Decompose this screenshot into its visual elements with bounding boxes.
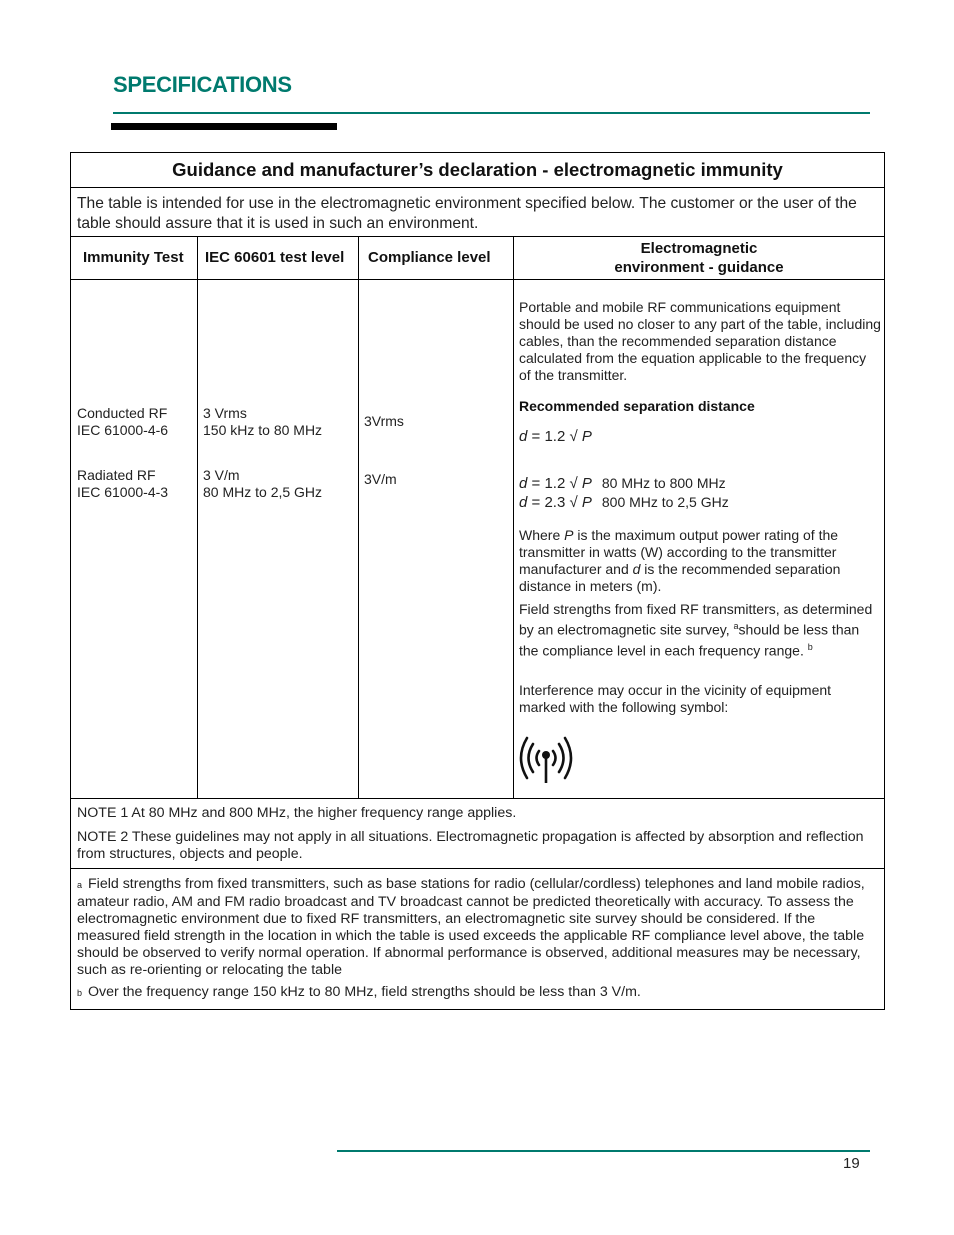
- formula-800mhz-2-5ghz: [519, 494, 729, 511]
- footnote-b-mark: b: [77, 988, 83, 998]
- formula-variable-p: P: [581, 428, 592, 445]
- col-divider-1: [197, 236, 198, 798]
- row-divider-notes: [71, 868, 884, 869]
- footnote-ref-a: a: [733, 621, 739, 631]
- formula-variable-p: P: [581, 494, 592, 511]
- footnote-a: [77, 876, 878, 979]
- test-frequency: 150 kHz to 80 MHz: [203, 421, 323, 438]
- text-span: is the maximum output power rating of the transmitter in watts (W) according to the transmitter manufacturer and: [519, 527, 842, 577]
- row-divider-body: [71, 798, 884, 799]
- col-divider-3: [513, 236, 514, 798]
- footer-teal-rule: [337, 1150, 870, 1152]
- col-header-iec-level: IEC 60601 test level: [205, 249, 345, 266]
- formula-expression: = 1.2 √: [527, 475, 582, 492]
- test-standard: IEC 61000-4-3: [77, 483, 169, 500]
- formula-range: 80 MHz to 800 MHz: [601, 475, 726, 491]
- section-title: SPECIFICATIONS: [113, 72, 292, 97]
- col-header-immunity-test: Immunity Test: [83, 249, 184, 266]
- text-span: is the recommended separation distance in meters (m).: [519, 561, 845, 594]
- formula-80-800mhz: [519, 475, 726, 492]
- formula-variable-d: d: [519, 428, 528, 445]
- col-header-environment-line1: Electromagnetic: [640, 240, 758, 257]
- text-span: Field strengths from fixed RF transmitters, as determined by an electromagnetic site survey,: [519, 601, 877, 638]
- footnote-b: [77, 984, 878, 1002]
- formula-variable-d: d: [519, 475, 528, 492]
- row-divider-header: [71, 279, 884, 280]
- guidance-interference-paragraph: Interference may occur in the vicinity of equipment marked with the following symbol:: [519, 682, 832, 715]
- table-title: Guidance and manufacturer’s declaration - electromagnetic immunity: [172, 159, 783, 180]
- table-intro: The table is intended for use in the electromagnetic environment specified below. The customer or the user of the table should assure that it is used in such an environment.: [77, 195, 857, 232]
- formula-range: 800 MHz to 2,5 GHz: [601, 494, 729, 510]
- test-frequency: 80 MHz to 2,5 GHz: [203, 483, 323, 500]
- test-name: Radiated RF: [77, 467, 156, 483]
- row-divider-title: [71, 187, 884, 188]
- footnote-ref-b: b: [807, 641, 813, 652]
- note-1: NOTE 1 At 80 MHz and 800 MHz, the higher frequency range applies.: [77, 805, 517, 821]
- row-conducted-rf-test: [77, 405, 168, 438]
- formula-expression: = 2.3 √: [527, 494, 582, 511]
- formula-variable-p: P: [581, 475, 592, 492]
- row-radiated-rf-level: [203, 467, 322, 500]
- header-teal-rule: [113, 112, 870, 114]
- page-number: 19: [843, 1155, 860, 1172]
- test-level: 3 V/m: [203, 467, 240, 483]
- immunity-table: [70, 152, 885, 1010]
- non-ionizing-radiation-icon: [517, 733, 577, 787]
- row-radiated-rf-compliance: 3V/m: [364, 471, 397, 487]
- col-header-compliance-level: Compliance level: [368, 249, 491, 266]
- test-level: 3 Vrms: [203, 405, 247, 421]
- note-2: NOTE 2 These guidelines may not apply in all situations. Electromagnetic propagation is affected by absorption and reflection from structures, objects and people.: [77, 829, 864, 862]
- variable-p: P: [564, 527, 574, 543]
- text-span: Where: [519, 527, 565, 543]
- footnote-a-text: Field strengths from fixed transmitters, such as base stations for radio (cellular/cordless) telephones and land mobile radios, amateur radio, AM and FM radio broadcast and TV broadcast cannot be predicted theoretically with accuracy. To assess the electromagnetic environment due to fixed RF transmitters, an electromagnetic site survey should be considered. If the measured field strength in the location in which the table is used exceeds the applicable RF compliance level above, the table should be observed to verify normal operation. If abnormal performance is observed, additional measures may be necessary, such as re-orienting or relocating the table: [77, 876, 865, 978]
- footnote-b-text: Over the frequency range 150 kHz to 80 MHz, field strengths should be less than 3 V/m.: [88, 984, 641, 1000]
- test-name: Conducted RF: [77, 405, 168, 421]
- col-header-environment-line2: environment - guidance: [614, 259, 784, 276]
- row-divider-intro: [71, 236, 884, 237]
- col-divider-2: [358, 236, 359, 798]
- guidance-where-paragraph: [519, 527, 877, 595]
- row-conducted-rf-level: [203, 405, 322, 438]
- variable-d: d: [632, 561, 641, 577]
- guidance-paragraph: Portable and mobile RF communications equipment should be used no closer to any part of the table, including cables, than the recommended separation distance calculated from the equation applicable to the frequency of the transmitter.: [519, 299, 881, 383]
- test-standard: IEC 61000-4-6: [77, 421, 169, 438]
- footnote-a-mark: a: [77, 880, 83, 890]
- formula-variable-d: d: [519, 494, 528, 511]
- text-span: should be less than the compliance level in each frequency range.: [519, 621, 864, 659]
- guidance-field-strength-paragraph: [519, 601, 881, 659]
- row-conducted-rf-compliance: 3Vrms: [364, 413, 404, 429]
- header-black-bar: [111, 123, 337, 130]
- formula-below-80mhz: [519, 428, 592, 445]
- guidance-subheading: Recommended separation distance: [519, 398, 755, 414]
- col-header-environment: [514, 239, 884, 277]
- row-radiated-rf-test: [77, 467, 168, 500]
- formula-expression: = 1.2 √: [527, 428, 582, 445]
